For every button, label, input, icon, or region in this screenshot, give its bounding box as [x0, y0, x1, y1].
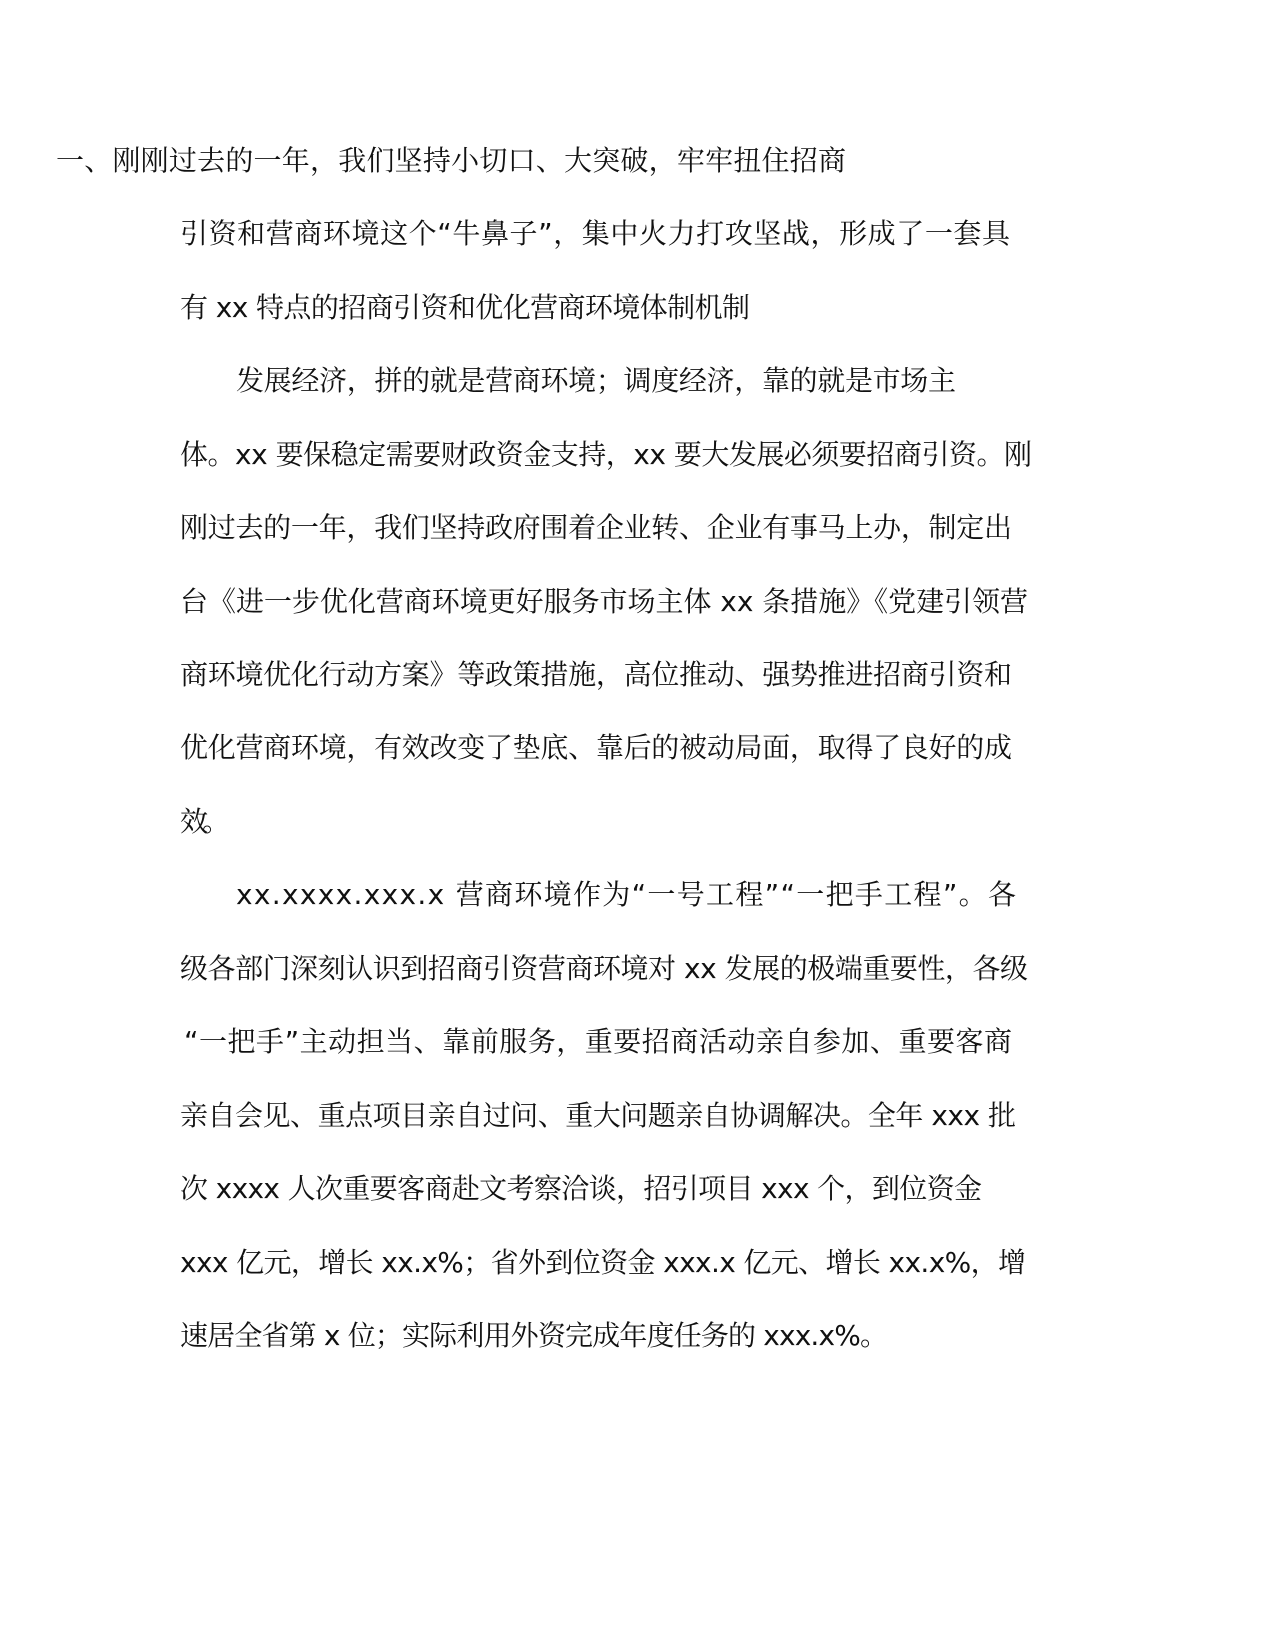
- paragraph-2-line-5: [0, 650, 1275, 700]
- text-line: 一、刚刚过去的一年，我们坚持小切口、大突破，牢牢扭住招商: [56, 144, 847, 177]
- text-line: 体。xx 要保稳定需要财政资金支持，xx 要大发展必须要招商引资。刚: [180, 438, 1032, 471]
- text-line: 商环境优化行动方案》等政策措施，高位推动、强势推进招商引资和: [180, 658, 1012, 691]
- paragraph-3-line-6: [0, 1238, 1275, 1288]
- text-line: 速居全省第 x 位；实际利用外资完成年度任务的 xxx.x%。: [180, 1319, 888, 1352]
- text-line: 引资和营商环境这个“牛鼻子”，集中火力打攻坚战，形成了一套具: [180, 217, 1011, 250]
- paragraph-2-line-6: [0, 723, 1275, 773]
- text-line: 台《进一步优化营商环境更好服务市场主体 xx 条措施》《党建引领营: [180, 585, 1028, 618]
- paragraph-2-line-1: [0, 356, 1275, 406]
- paragraph-1-line-3: [0, 283, 1275, 333]
- paragraph-1-line-2: [0, 209, 1275, 259]
- text-line: 发展经济，拼的就是营商环境；调度经济，靠的就是市场主: [236, 364, 956, 397]
- text-line: xxx 亿元，增长 xx.x%；省外到位资金 xxx.x 亿元、增长 xx.x%，增: [180, 1246, 1026, 1279]
- text-line: 亲自会见、重点项目亲自过问、重大问题亲自协调解决。全年 xxx 批: [180, 1099, 1016, 1132]
- paragraph-3-line-1: [0, 870, 1275, 920]
- text-line: 级各部门深刻认识到招商引资营商环境对 xx 发展的极端重要性，各级: [180, 952, 1028, 985]
- paragraph-3-line-4: [0, 1091, 1275, 1141]
- paragraph-2-line-7: [0, 797, 1275, 847]
- text-line: “一把手”主动担当、靠前服务，重要招商活动亲自参加、重要客商: [184, 1025, 1013, 1058]
- text-line: 刚过去的一年，我们坚持政府围着企业转、企业有事马上办，制定出: [180, 511, 1012, 544]
- paragraph-2-line-2: [0, 430, 1275, 480]
- text-line: 有 xx 特点的招商引资和优化营商环境体制机制: [180, 291, 750, 324]
- paragraph-3-line-5: [0, 1164, 1275, 1214]
- paragraph-2-line-4: [0, 577, 1275, 627]
- paragraph-2-line-3: [0, 503, 1275, 553]
- text-line: 优化营商环境，有效改变了垫底、靠后的被动局面，取得了良好的成: [180, 731, 1012, 764]
- paragraph-3-line-3: [0, 1017, 1275, 1067]
- text-line: xx.xxxx.xxx.x 营商环境作为“一号工程”“一把手工程”。各: [236, 878, 1018, 911]
- paragraph-1-line-1: [0, 136, 1275, 186]
- paragraph-3-line-2: [0, 944, 1275, 994]
- text-line: 次 xxxx 人次重要客商赴文考察洽谈，招引项目 xxx 个，到位资金: [180, 1172, 982, 1205]
- text-line: 效。: [180, 805, 225, 838]
- paragraph-3-line-7: [0, 1311, 1275, 1361]
